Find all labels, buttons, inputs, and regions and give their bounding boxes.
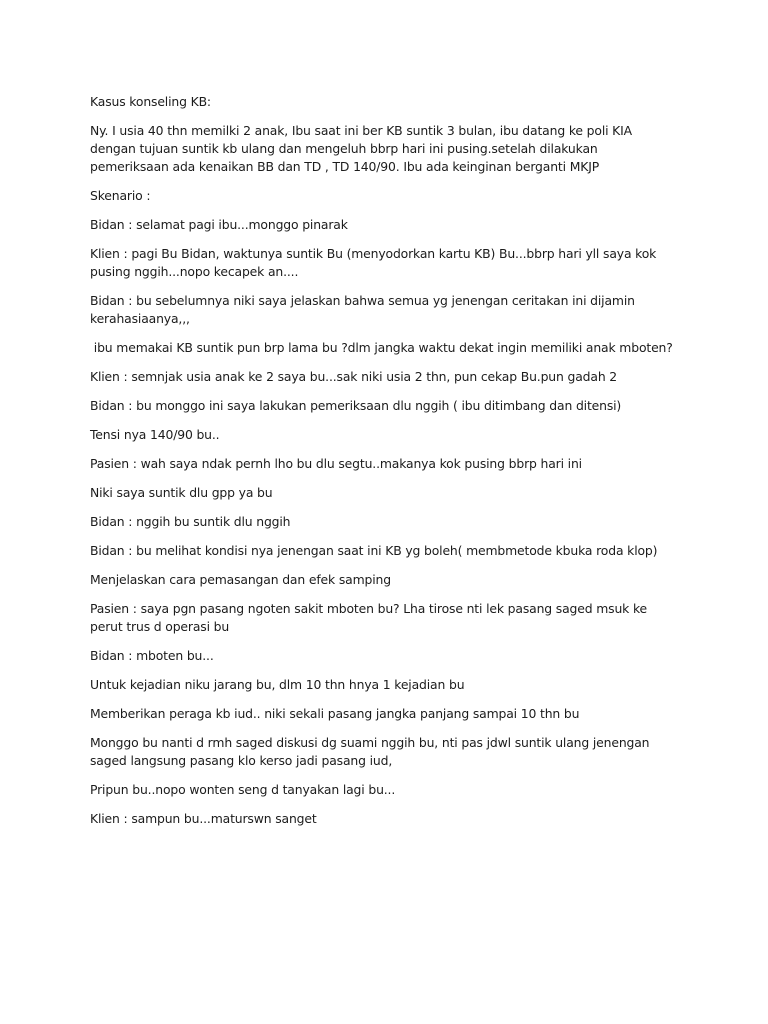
dialogue-line: Klien : semnjak usia anak ke 2 saya bu...sak niki usia 2 thn, pun cekap Bu.pun gadah 2: [90, 369, 618, 384]
dialogue-line: Pripun bu..nopo wonten seng d tanyakan lagi bu...: [90, 782, 396, 797]
dialogue-line: Memberikan peraga kb iud.. niki sekali pasang jangka panjang sampai 10 thn bu: [90, 706, 580, 721]
case-description: Ny. I usia 40 thn memilki 2 anak, Ibu saat ini ber KB suntik 3 bulan, ibu datang ke poli KIA dengan tujuan suntik kb ulang dan mengeluh bbrp hari ini pusing.setelah dilakukan pemeriksaan ada kenaikan BB dan TD , TD 140/90. Ibu ada keinginan berganti MKJP: [90, 123, 636, 174]
dialogue-line: Pasien : wah saya ndak pernh lho bu dlu segtu..makanya kok pusing bbrp hari ini: [90, 456, 582, 471]
dialogue-line: Bidan : bu melihat kondisi nya jenengan saat ini KB yg boleh( membmetode kbuka roda klop): [90, 543, 658, 558]
dialogue-line: Bidan : bu sebelumnya niki saya jelaskan bahwa semua yg jenengan ceritakan ini dijamin kerahasiaanya,,,: [90, 293, 639, 326]
document-heading: Kasus konseling KB:: [90, 94, 211, 109]
dialogue-line: Klien : sampun bu...maturswn sanget: [90, 811, 317, 826]
dialogue-line: Menjelaskan cara pemasangan dan efek samping: [90, 572, 391, 587]
dialogue-line: Bidan : mboten bu...: [90, 648, 214, 663]
dialogue-line: Pasien : saya pgn pasang ngoten sakit mboten bu? Lha tirose nti lek pasang saged msuk ke perut trus d operasi bu: [90, 601, 651, 634]
dialogue-line: Bidan : bu monggo ini saya lakukan pemeriksaan dlu nggih ( ibu ditimbang dan ditensi): [90, 398, 622, 413]
dialogue-line: Bidan : selamat pagi ibu...monggo pinarak: [90, 217, 348, 232]
dialogue-line: Monggo bu nanti d rmh saged diskusi dg suami nggih bu, nti pas jdwl suntik ulang jenengan saged langsung pasang klo kerso jadi pasang iud,: [90, 735, 654, 768]
dialogue-line: ibu memakai KB suntik pun brp lama bu ?dlm jangka waktu dekat ingin memiliki anak mboten?: [90, 340, 673, 355]
dialogue-line: Klien : pagi Bu Bidan, waktunya suntik Bu (menyodorkan kartu KB) Bu...bbrp hari yll saya kok pusing nggih...nopo kecapek an....: [90, 246, 661, 279]
scenario-label: Skenario :: [90, 188, 151, 203]
dialogue-line: Tensi nya 140/90 bu..: [90, 427, 220, 442]
dialogue-line: Untuk kejadian niku jarang bu, dlm 10 thn hnya 1 kejadian bu: [90, 677, 465, 692]
dialogue-line: Niki saya suntik dlu gpp ya bu: [90, 485, 273, 500]
dialogue-line: Bidan : nggih bu suntik dlu nggih: [90, 514, 291, 529]
document-body: [90, 93, 680, 839]
